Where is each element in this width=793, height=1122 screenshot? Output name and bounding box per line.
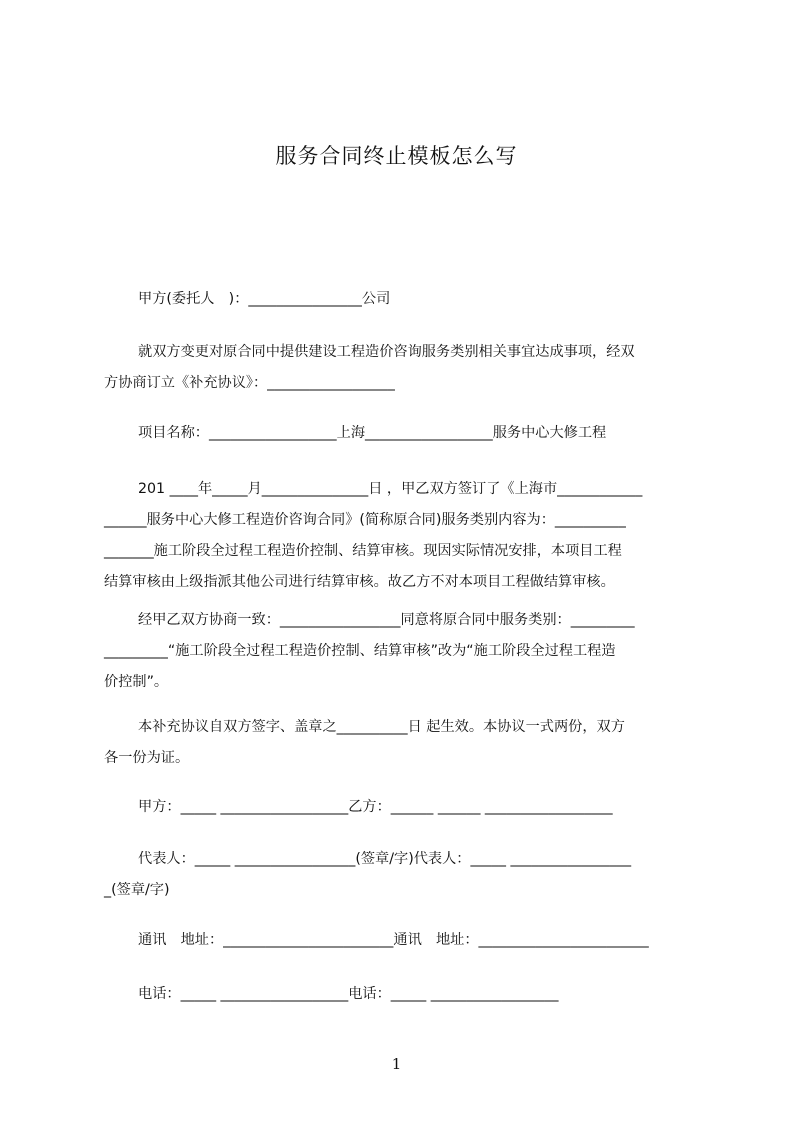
project-name-text: 项目名称：__________________上海__________________服务中心大修工程 bbox=[138, 425, 607, 441]
agreement-line-1: 经甲乙双方协商一致：_________________同意将原合同中服务类别：_________ bbox=[138, 612, 635, 628]
intro-paragraph bbox=[104, 337, 714, 399]
agreement-paragraph bbox=[104, 605, 714, 698]
agreement-line-2: _________“施工阶段全过程工程造价控制、结算审核”改为“施工阶段全过程工程造 bbox=[104, 643, 616, 659]
signatories-paragraph bbox=[104, 792, 714, 823]
intro-line-2: 方协商订立《补充协议》：__________________ bbox=[104, 375, 395, 391]
intro-line-1: 就双方变更对原合同中提供建设工程造价咨询服务类别相关事宜达成事项，经双 bbox=[138, 344, 635, 360]
document-title: 服务合同终止模板怎么写 bbox=[275, 144, 518, 168]
representatives-paragraph bbox=[104, 844, 714, 906]
background-line-3: _______施工阶段全过程工程造价控制、结算审核。现因实际情况安排，本项目工程 bbox=[104, 543, 622, 559]
phone-text: 电话：_____ __________________电话：_____ __________________ bbox=[138, 986, 559, 1002]
phone-paragraph bbox=[104, 979, 714, 1010]
background-line-2: ______服务中心大修工程造价咨询合同》(简称原合同)服务类别内容为：__________ bbox=[104, 512, 626, 528]
representatives-line-1: 代表人：_____ _________________(签章/字)代表人：_____ _________________ bbox=[138, 851, 632, 867]
signatories-text: 甲方：_____ __________________乙方：______ ______ __________________ bbox=[138, 799, 613, 815]
background-line-1: 201 ____年_____月_______________日 ，甲乙双方签订了《上海市____________ bbox=[138, 481, 643, 497]
background-paragraph bbox=[104, 474, 714, 598]
effective-line-2: 各一份为证。 bbox=[104, 750, 190, 766]
effective-line-1: 本补充协议自双方签字、盖章之__________日 起生效。本协议一式两份，双方 bbox=[138, 719, 625, 735]
page-number: 1 bbox=[391, 1055, 402, 1073]
agreement-line-3: 价控制”。 bbox=[104, 674, 169, 690]
representatives-line-2: _(签章/字) bbox=[104, 882, 170, 898]
address-paragraph bbox=[104, 925, 714, 956]
background-line-4: 结算审核由上级指派其他公司进行结算审核。故乙方不对本项目工程做结算审核。 bbox=[104, 574, 615, 590]
effective-paragraph bbox=[104, 712, 714, 774]
party-a-text: 甲方(委托人 )：________________公司 bbox=[138, 291, 391, 307]
project-name-paragraph bbox=[104, 418, 714, 449]
party-a-line bbox=[104, 284, 714, 315]
address-text: 通讯 地址：________________________通讯 地址：________________________ bbox=[138, 932, 649, 948]
